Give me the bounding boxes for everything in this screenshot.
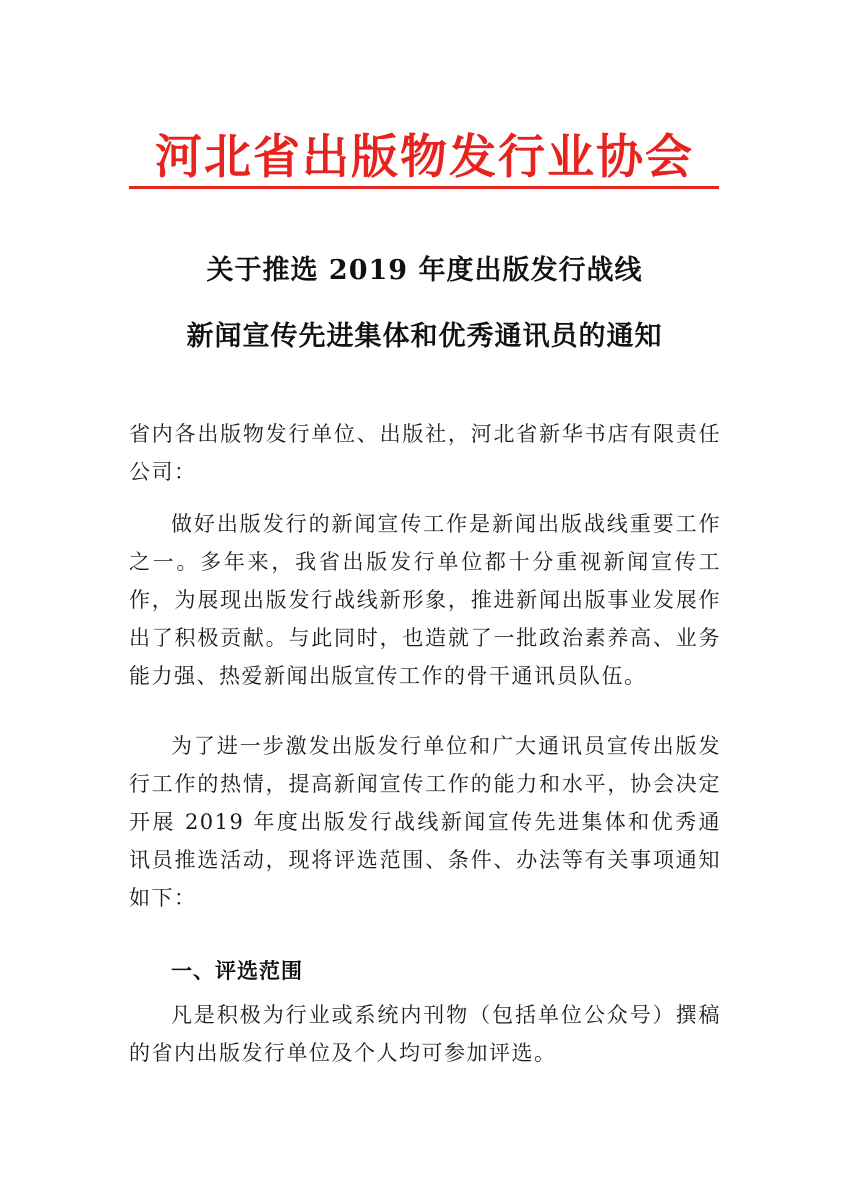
paragraph-2: 为了进一步激发出版发行单位和广大通讯员宣传出版发行工作的热情，提高新闻宣传工作的能力和水平，协会决定开展 2019 年度出版发行战线新闻宣传先进集体和优秀通讯员推选活动，现将评选范围、条件、办法等有关事项通知如下： — [129, 734, 721, 910]
addressee: 省内各出版物发行单位、出版社，河北省新华书店有限责任公司： — [129, 422, 721, 484]
section-1-text: 凡是积极为行业或系统内刊物（包括单位公众号）撰稿的省内出版发行单位及个人均可参加评选。 — [129, 1003, 721, 1065]
document-title-line-1: 关于推选 2019 年度出版发行战线 — [206, 255, 643, 286]
section-1-heading: 一、评选范围 — [171, 959, 303, 983]
document-title-line-2: 新闻宣传先进集体和优秀通讯员的通知 — [186, 321, 663, 352]
letterhead — [0, 128, 849, 188]
letterhead-underline — [129, 186, 719, 189]
paragraph-1: 做好出版发行的新闻宣传工作是新闻出版战线重要工作之一。多年来，我省出版发行单位都十分重视新闻宣传工作，为展现出版发行战线新形象，推进新闻出版事业发展作出了积极贡献。与此同时，也造就了一批政治素养高、业务能力强、热爱新闻出版宣传工作的骨干通讯员队伍。 — [129, 512, 721, 688]
organization-name: 河北省出版物发行业协会 — [155, 130, 694, 185]
